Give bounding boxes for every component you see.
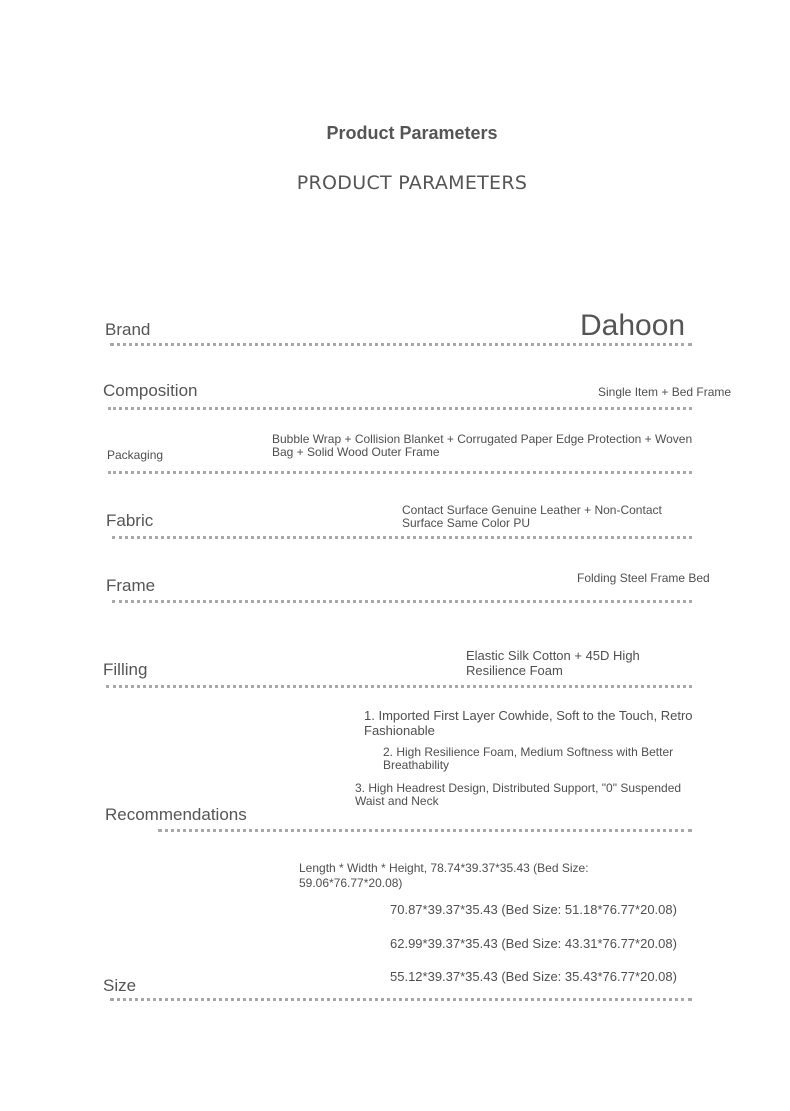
packaging-label: Packaging [107, 448, 164, 462]
fabric-value: Contact Surface Genuine Leather + Non-Contact Surface Same Color PU [402, 503, 662, 530]
size-item-1: Length * Width * Height, 78.74*39.37*35.43 (Bed Size: 59.06*76.77*20.08) [299, 861, 589, 890]
filling-divider [106, 685, 692, 688]
page-subtitle: PRODUCT PARAMETERS [296, 172, 528, 194]
brand-divider [110, 343, 692, 346]
size-label: Size [103, 976, 137, 995]
frame-value: Folding Steel Frame Bed [577, 571, 710, 585]
composition-label: Composition [103, 381, 198, 400]
composition-divider [108, 407, 692, 410]
recommendation-item-2: 2. High Resilience Foam, Medium Softness with Better Breathability [383, 745, 674, 772]
brand-value: Dahoon [580, 309, 686, 342]
page-title: Product Parameters [326, 123, 498, 143]
packaging-divider [108, 471, 692, 474]
recommendation-item-1: 1. Imported First Layer Cowhide, Soft to the Touch, Retro Fashionable [364, 708, 693, 738]
packaging-value: Bubble Wrap + Collision Blanket + Corrugated Paper Edge Protection + Woven Bag + Solid Wood Outer Frame [272, 432, 693, 459]
fabric-divider [112, 536, 692, 539]
filling-value: Elastic Silk Cotton + 45D High Resilience Foam [466, 648, 640, 678]
size-item-2: 70.87*39.37*35.43 (Bed Size: 51.18*76.77*20.08) [390, 902, 677, 917]
brand-label: Brand [105, 320, 151, 339]
filling-label: Filling [103, 660, 148, 679]
size-item-3: 62.99*39.37*35.43 (Bed Size: 43.31*76.77*20.08) [390, 936, 677, 951]
recommendations-label: Recommendations [105, 805, 247, 824]
size-item-4: 55.12*39.37*35.43 (Bed Size: 35.43*76.77*20.08) [390, 969, 677, 984]
frame-divider [112, 600, 692, 603]
composition-value: Single Item + Bed Frame [598, 385, 732, 399]
frame-label: Frame [106, 576, 156, 595]
recommendation-item-3: 3. High Headrest Design, Distributed Support, "0" Suspended Waist and Neck [355, 781, 682, 808]
size-divider [110, 998, 692, 1001]
recommendations-divider [158, 829, 692, 832]
fabric-label: Fabric [106, 511, 154, 530]
